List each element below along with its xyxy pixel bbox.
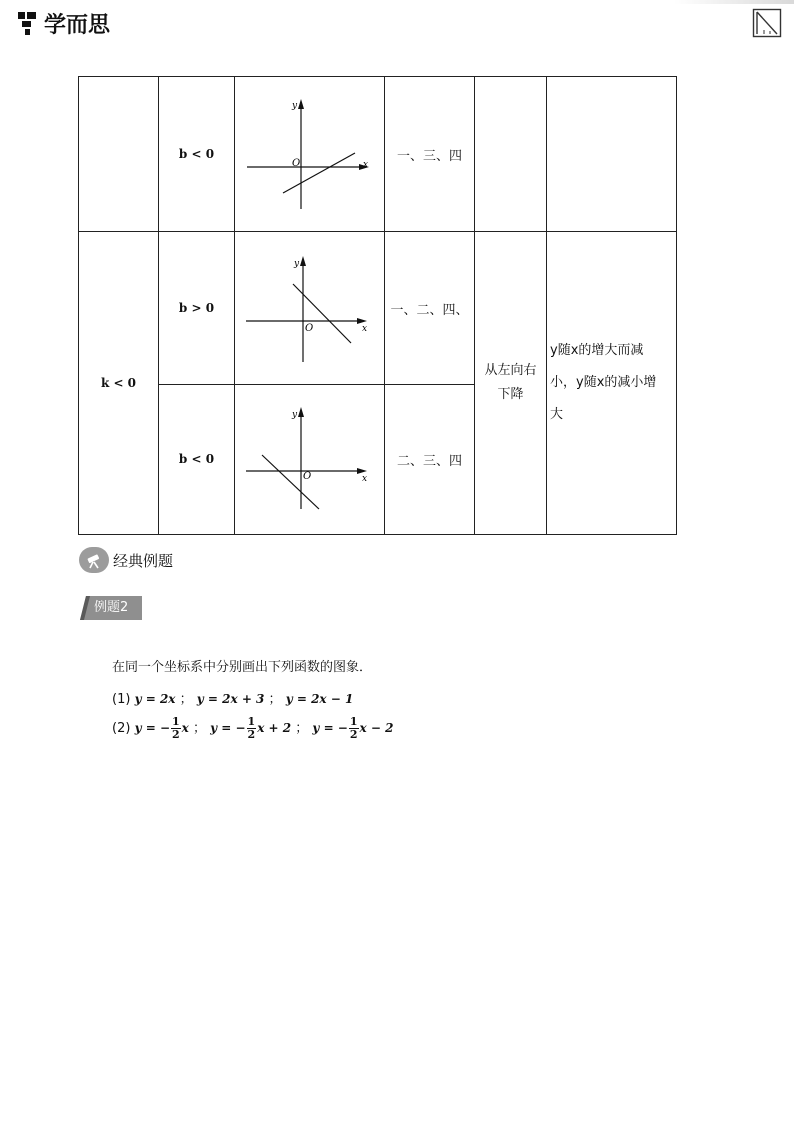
table-cell-k-blank: [79, 77, 159, 232]
equation-lhs: y = −: [210, 721, 246, 735]
section-title: 经典例题: [113, 551, 174, 570]
graph-k-pos-b-neg: [235, 77, 384, 227]
b-condition: b > 0: [178, 300, 215, 315]
table-cell-b-condition: [159, 385, 235, 535]
y-axis-arrow: [298, 99, 304, 109]
trend-line-2: 下降: [497, 387, 524, 402]
equation-tail: x − 2: [359, 721, 394, 735]
table-cell-desc-blank: [547, 77, 677, 232]
table-cell-k-condition: [79, 232, 159, 535]
desc-line-3: 大: [550, 407, 564, 422]
brand-logo: [16, 6, 110, 40]
brand-name: 学而思: [44, 12, 111, 38]
equation-lhs: y = −: [134, 721, 170, 735]
x-label: x: [362, 474, 368, 484]
y-label: y: [294, 259, 300, 269]
separator: ；: [268, 692, 282, 707]
y-label: y: [292, 101, 298, 111]
y-axis-arrow: [298, 407, 304, 417]
table-cell-graph: [235, 232, 385, 385]
x-label: x: [363, 160, 369, 170]
fraction: [247, 716, 257, 741]
linear-function-table: [78, 76, 677, 535]
brand-mark-icon: [16, 9, 40, 37]
b-condition: b < 0: [178, 146, 215, 161]
fraction-denominator: 2: [172, 728, 180, 741]
table-cell-quadrants: [385, 77, 475, 232]
function-line: [262, 455, 319, 509]
graph-k-neg-b-neg: [235, 385, 384, 530]
table-cell-trend-blank: [475, 77, 547, 232]
y-label: y: [292, 410, 298, 420]
k-condition: k < 0: [100, 375, 137, 390]
equation: y = 2x: [134, 692, 176, 706]
section-badge: [79, 547, 109, 573]
desc-line-2: 小，y随x的减小增: [550, 375, 657, 390]
equation: y = 2x − 1: [285, 692, 354, 706]
graph-k-neg-b-pos: [235, 232, 384, 380]
y-axis-arrow: [300, 256, 306, 266]
question-prompt: 在同一个坐标系中分别画出下列函数的图象．: [112, 660, 373, 675]
table-cell-graph: [235, 77, 385, 232]
x-label: x: [362, 324, 368, 334]
table-cell-quadrants: [385, 232, 475, 385]
fraction-denominator: 2: [247, 728, 256, 741]
origin-label: O: [305, 323, 314, 334]
quadrants-text: 一、二、四、: [390, 302, 469, 318]
table-cell-graph: [235, 385, 385, 535]
fraction-numerator: 1: [172, 715, 180, 728]
part-2-number: (2): [112, 721, 131, 736]
fraction-numerator: 1: [349, 715, 358, 728]
part-1-number: (1): [112, 692, 131, 707]
desc-line-1: y随x的增大而减: [550, 343, 644, 358]
origin-label: O: [303, 471, 312, 482]
table-cell-b-condition: [159, 232, 235, 385]
fraction-numerator: 1: [247, 715, 256, 728]
trend-line-1: 从左向右: [484, 363, 537, 378]
ruler-triangle-icon: [752, 8, 782, 38]
fraction: [171, 716, 181, 741]
table-cell-b-condition: [159, 77, 235, 232]
fraction: [349, 716, 359, 741]
table-cell-description: [547, 232, 677, 535]
function-line: [293, 284, 351, 343]
question-part-1: [112, 688, 353, 707]
telescope-icon: [85, 551, 103, 569]
table-cell-trend: [475, 232, 547, 535]
equation-tail: x: [181, 721, 189, 735]
example-label: 例题2: [94, 600, 129, 615]
equation-tail: x + 2: [257, 721, 292, 735]
quadrants-text: 二、三、四: [396, 454, 462, 469]
section-header: [79, 547, 173, 573]
separator: ；: [179, 692, 193, 707]
corner-shade: [674, 0, 794, 4]
b-condition: b < 0: [178, 452, 215, 466]
equation: y = 2x + 3: [196, 692, 265, 706]
table-cell-quadrants: [385, 385, 475, 535]
question-part-2: [112, 716, 393, 741]
fraction-denominator: 2: [349, 728, 358, 741]
separator: ；: [192, 721, 206, 736]
quadrants-text: 一、三、四: [396, 148, 462, 164]
separator: ；: [295, 721, 309, 736]
origin-label: O: [292, 158, 301, 169]
equation-lhs: y = −: [312, 721, 348, 735]
